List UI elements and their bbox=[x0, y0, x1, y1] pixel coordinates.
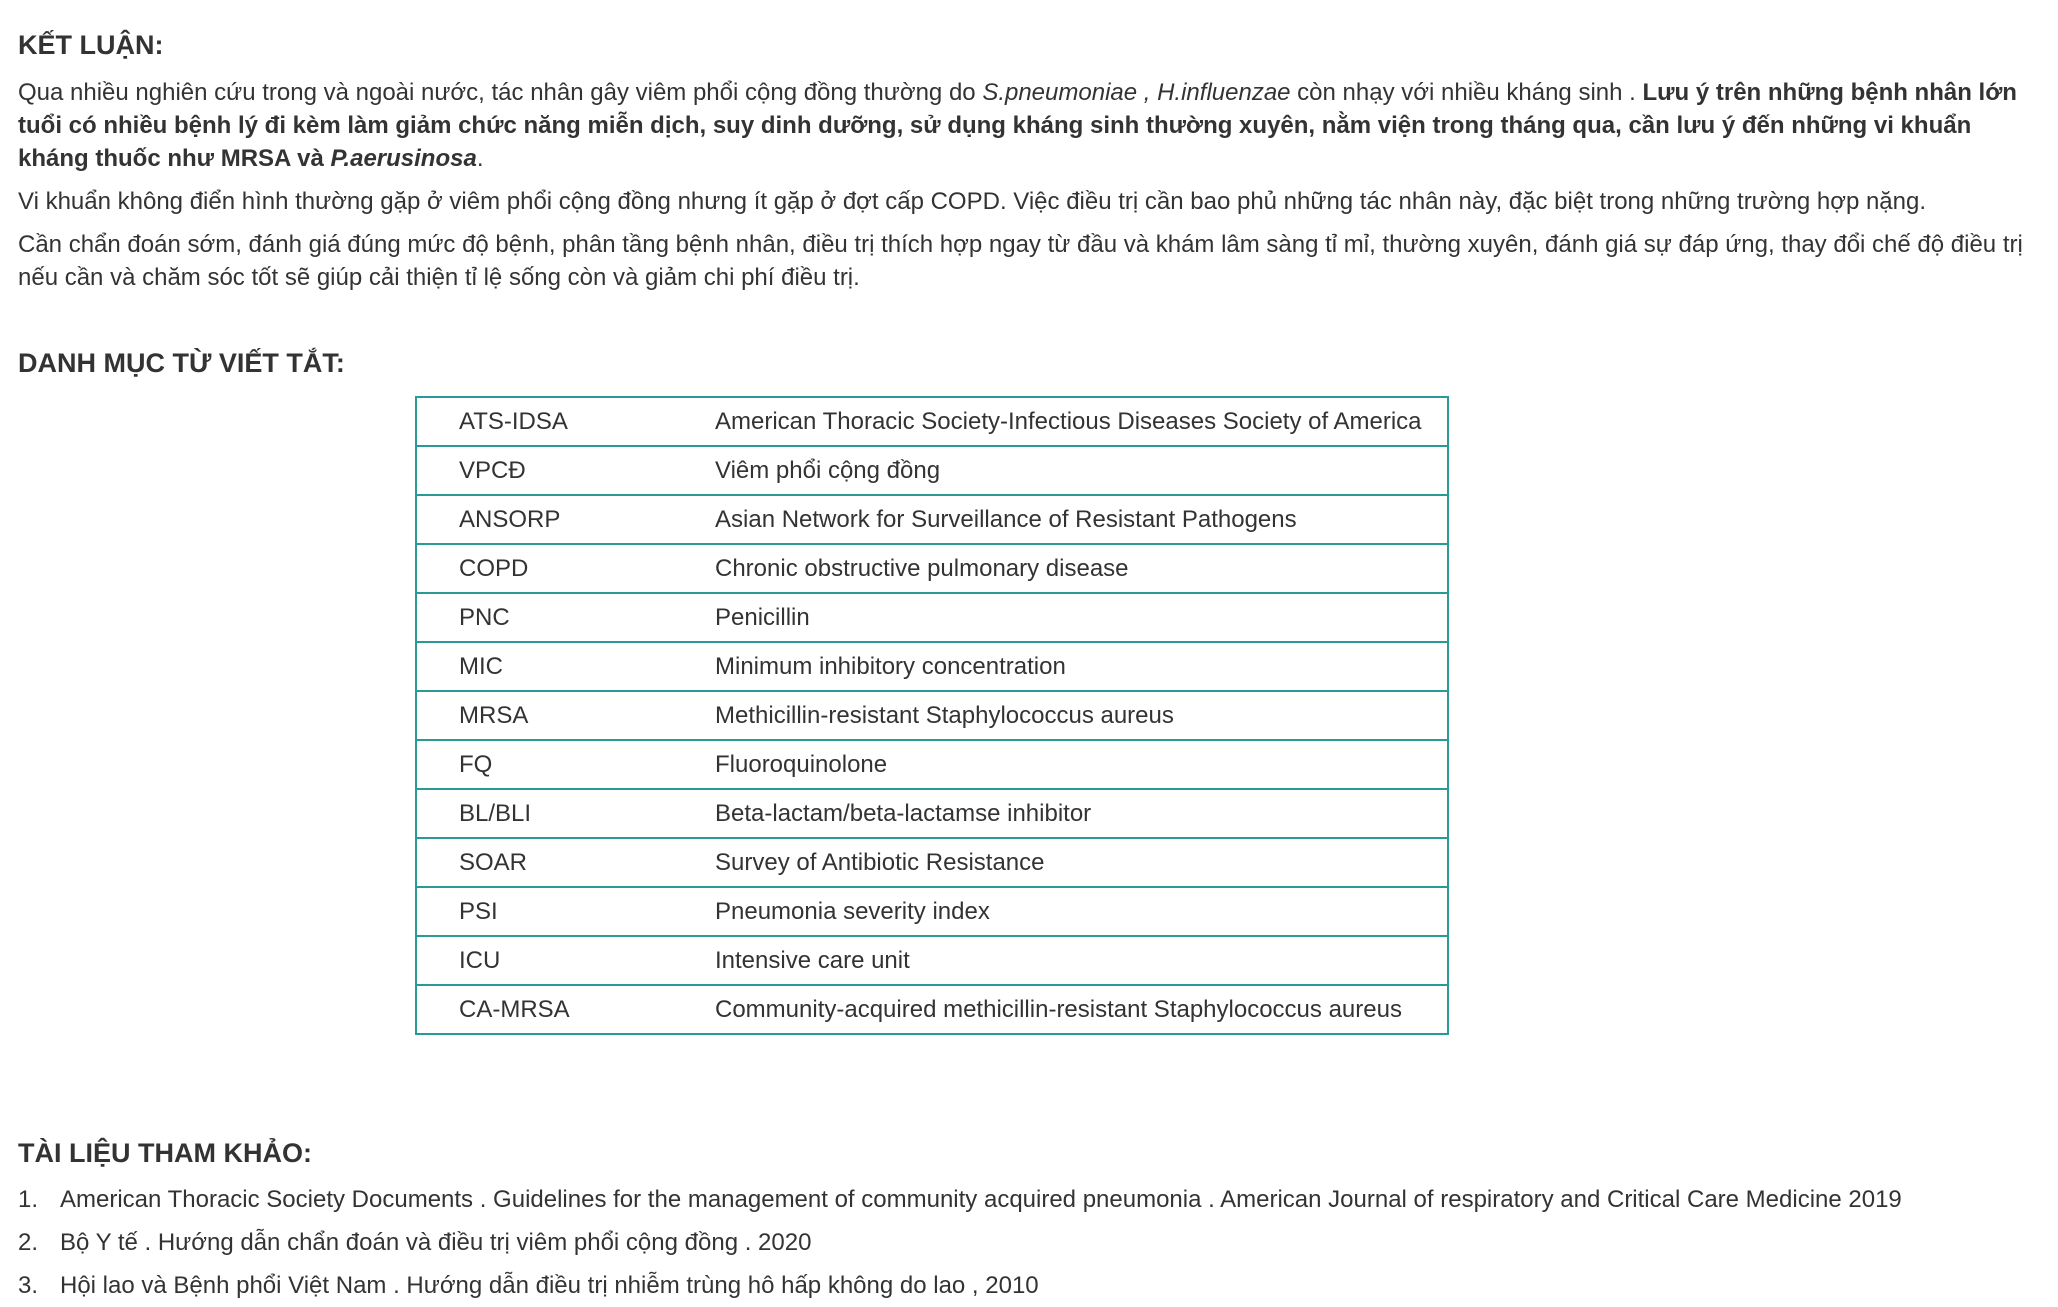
conclusion-p1-text-3: còn nhạy với nhiều kháng sinh . bbox=[1290, 79, 1643, 106]
conclusion-p1-end: . bbox=[476, 145, 484, 172]
conclusion-paragraph-3: Cần chẩn đoán sớm, đánh giá đúng mức độ bệnh, phân tầng bệnh nhân, điều trị thích hợp ngay từ đầu và khám lâm sàng tỉ mỉ, thường xuyên, đánh giá sự đáp ứng, thay đổi chế độ điều trị nếu cần và chăm sóc tốt sẽ giúp cải thiện tỉ lệ sống còn và giảm chi phí điều trị. bbox=[18, 231, 2023, 291]
abbreviation-row bbox=[416, 397, 1448, 446]
abbreviation-term: CA-MRSA bbox=[416, 985, 715, 1034]
abbreviation-meaning: Chronic obstructive pulmonary disease bbox=[715, 544, 1448, 593]
reference-number: 1. bbox=[18, 1186, 39, 1213]
conclusion-p1-pathogens: S.pneumoniae , H.influenzae bbox=[982, 79, 1291, 106]
abbreviation-term: MRSA bbox=[416, 691, 715, 740]
abbreviations-table-body bbox=[416, 397, 1448, 1034]
reference-text: Hội lao và Bệnh phổi Việt Nam . Hướng dẫn điều trị nhiễm trùng hô hấp không do lao , 2010 bbox=[60, 1272, 1039, 1299]
abbreviation-row bbox=[416, 544, 1448, 593]
references-list bbox=[18, 1178, 1902, 1307]
abbreviation-meaning: Survey of Antibiotic Resistance bbox=[715, 838, 1448, 887]
abbreviation-row bbox=[416, 593, 1448, 642]
conclusion-p1-warning: Lưu ý trên những bệnh nhân lớn tuổi có nhiều bệnh lý đi kèm làm giảm chức năng miễn dịch, suy dinh dưỡng, sử dụng kháng sinh thường xuyên, nằm viện trong tháng qua, cần lưu ý đến những vi khuẩn kháng thuốc như MRSA và bbox=[18, 79, 2017, 172]
abbreviation-term: ICU bbox=[416, 936, 715, 985]
conclusion-paragraph-2: Vi khuẩn không điển hình thường gặp ở viêm phổi cộng đồng nhưng ít gặp ở đợt cấp COPD. Việc điều trị cần bao phủ những tác nhân này, đặc biệt trong những trường hợp nặng. bbox=[18, 188, 1927, 215]
abbreviation-row bbox=[416, 446, 1448, 495]
abbreviation-row bbox=[416, 789, 1448, 838]
reference-number: 3. bbox=[18, 1272, 39, 1299]
abbreviation-meaning: American Thoracic Society-Infectious Diseases Society of America bbox=[715, 397, 1448, 446]
abbreviation-term: VPCĐ bbox=[416, 446, 715, 495]
conclusion-p1-pseudomonas: P.aerusinosa bbox=[330, 145, 477, 172]
abbreviation-meaning: Methicillin-resistant Staphylococcus aureus bbox=[715, 691, 1448, 740]
abbreviation-term: PSI bbox=[416, 887, 715, 936]
abbreviation-term: BL/BLI bbox=[416, 789, 715, 838]
abbreviation-term: SOAR bbox=[416, 838, 715, 887]
reference-text: Bộ Y tế . Hướng dẫn chẩn đoán và điều trị viêm phổi cộng đồng . 2020 bbox=[60, 1229, 812, 1256]
conclusion-heading: KẾT LUẬN: bbox=[18, 30, 164, 60]
references-heading: TÀI LIỆU THAM KHẢO: bbox=[18, 1138, 312, 1168]
abbreviation-row bbox=[416, 495, 1448, 544]
abbreviation-meaning: Beta-lactam/beta-lactamse inhibitor bbox=[715, 789, 1448, 838]
abbreviation-meaning: Asian Network for Surveillance of Resistant Pathogens bbox=[715, 495, 1448, 544]
abbreviation-meaning: Pneumonia severity index bbox=[715, 887, 1448, 936]
abbreviation-meaning: Intensive care unit bbox=[715, 936, 1448, 985]
abbreviation-row bbox=[416, 838, 1448, 887]
abbreviations-table bbox=[415, 396, 1449, 1035]
abbreviation-row bbox=[416, 985, 1448, 1034]
abbreviation-row bbox=[416, 887, 1448, 936]
abbreviation-row bbox=[416, 691, 1448, 740]
reference-number: 2. bbox=[18, 1229, 39, 1256]
reference-text: American Thoracic Society Documents . Guidelines for the management of community acquired pneumonia . American Journal of respiratory and Critical Care Medicine 2019 bbox=[60, 1186, 1902, 1213]
abbreviation-meaning: Fluoroquinolone bbox=[715, 740, 1448, 789]
abbreviation-row bbox=[416, 642, 1448, 691]
abbreviation-meaning: Viêm phổi cộng đồng bbox=[715, 446, 1448, 495]
abbreviation-row bbox=[416, 740, 1448, 789]
conclusion-paragraph-1 bbox=[18, 76, 2048, 175]
abbreviation-meaning: Penicillin bbox=[715, 593, 1448, 642]
conclusion-p1-text-1: Qua nhiều nghiên cứu trong và ngoài nước, tác nhân gây viêm phổi cộng đồng thường do bbox=[18, 79, 983, 106]
abbreviations-heading: DANH MỤC TỪ VIẾT TẮT: bbox=[18, 348, 345, 378]
abbreviation-term: MIC bbox=[416, 642, 715, 691]
abbreviation-term: ATS-IDSA bbox=[416, 397, 715, 446]
reference-item bbox=[18, 1221, 1902, 1264]
abbreviation-meaning: Community-acquired methicillin-resistant Staphylococcus aureus bbox=[715, 985, 1448, 1034]
abbreviation-term: ANSORP bbox=[416, 495, 715, 544]
abbreviation-meaning: Minimum inhibitory concentration bbox=[715, 642, 1448, 691]
abbreviation-term: FQ bbox=[416, 740, 715, 789]
reference-item bbox=[18, 1264, 1902, 1307]
abbreviation-term: COPD bbox=[416, 544, 715, 593]
abbreviation-row bbox=[416, 936, 1448, 985]
reference-item bbox=[18, 1178, 1902, 1221]
abbreviation-term: PNC bbox=[416, 593, 715, 642]
